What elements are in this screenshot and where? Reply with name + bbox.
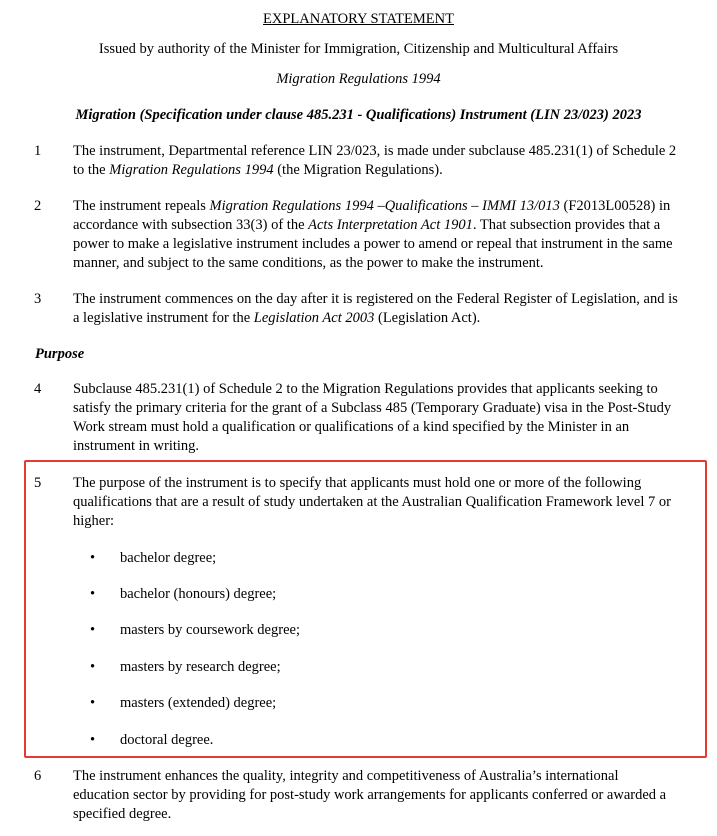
text-line: The purpose of the instrument is to specify that applicants must hold one or more of the following	[73, 475, 642, 491]
paragraph-text	[73, 197, 693, 273]
paragraph-number: 6	[34, 768, 42, 784]
italic-title: Migration Regulations 1994	[109, 162, 274, 178]
paragraph-text	[73, 474, 693, 531]
text-line: education sector by providing for post-study work arrangements for applicants conferred or awarded a	[73, 787, 667, 803]
italic-title: Migration Regulations 1994 –Qualifications – IMMI 13/013	[209, 198, 560, 214]
text-line: specified degree.	[73, 806, 172, 822]
text-line: Subclause 485.231(1) of Schedule 2 to the Migration Regulations provides that applicants seeking to	[73, 381, 658, 397]
paragraph-number: 4	[34, 381, 42, 397]
text-line: Work stream must hold a qualification or qualifications of a kind specified by the Minister in an	[73, 419, 630, 435]
paragraph-number: 3	[34, 291, 42, 307]
text-line: qualifications that are a result of study undertaken at the Australian Qualification Framework level 7 or	[73, 494, 671, 510]
paragraph-number: 5	[34, 475, 42, 491]
qualification-text: masters by research degree;	[120, 659, 281, 675]
paragraph-number: 2	[34, 198, 42, 214]
text-line: The instrument, Departmental reference LIN 23/023, is made under subclause 485.231(1) of Schedule 2	[73, 143, 677, 159]
issuing-authority: Issued by authority of the Minister for Immigration, Citizenship and Multicultural Affairs	[98, 41, 619, 57]
bullet-icon: •	[90, 659, 96, 675]
bullet-icon: •	[90, 695, 96, 711]
qualification-text: masters by coursework degree;	[120, 622, 300, 638]
text-line: instrument in writing.	[73, 438, 200, 454]
text-line: accordance with subsection 33(3) of the Acts Interpretation Act 1901. That subsection provides that a	[73, 217, 661, 233]
text-line: power to make a legislative instrument includes a power to amend or repeal that instrument in the same	[73, 236, 673, 252]
italic-title: Legislation Act 2003	[253, 310, 375, 326]
paragraph-text	[73, 767, 693, 824]
paragraph-text	[73, 142, 693, 180]
text-line: higher:	[73, 513, 115, 529]
bullet-icon: •	[90, 732, 96, 748]
italic-title: Acts Interpretation Act 1901	[308, 217, 473, 233]
qualification-text: masters (extended) degree;	[120, 695, 277, 711]
document-title: EXPLANATORY STATEMENT	[263, 11, 454, 27]
text-line: a legislative instrument for the Legislation Act 2003 (Legislation Act).	[73, 310, 481, 326]
text-line: The instrument repeals Migration Regulations 1994 –Qualifications – IMMI 13/013 (F2013L00528) in	[73, 198, 671, 214]
bullet-icon: •	[90, 586, 96, 602]
regulations-name: Migration Regulations 1994	[276, 71, 441, 87]
text-line: The instrument enhances the quality, integrity and competitiveness of Australia’s international	[73, 768, 619, 784]
bullet-icon: •	[90, 550, 96, 566]
text-line: manner, and subject to the same conditions, as the power to make the instrument.	[73, 255, 544, 271]
purpose-heading: Purpose	[35, 346, 85, 362]
text-line: to the Migration Regulations 1994 (the Migration Regulations).	[73, 162, 443, 178]
paragraph-number: 1	[34, 143, 42, 159]
qualification-text: bachelor degree;	[120, 550, 217, 566]
instrument-title: Migration (Specification under clause 485.231 - Qualifications) Instrument (LIN 23/023) 2023	[75, 107, 642, 123]
qualification-text: bachelor (honours) degree;	[120, 586, 277, 602]
qualification-text: doctoral degree.	[120, 732, 214, 748]
paragraph-text	[73, 290, 693, 328]
text-line: satisfy the primary criteria for the grant of a Subclass 485 (Temporary Graduate) visa in the Post-Study	[73, 400, 672, 416]
text-line: The instrument commences on the day after it is registered on the Federal Register of Legislation, and is	[73, 291, 678, 307]
paragraph-text	[73, 380, 693, 456]
bullet-icon: •	[90, 622, 96, 638]
